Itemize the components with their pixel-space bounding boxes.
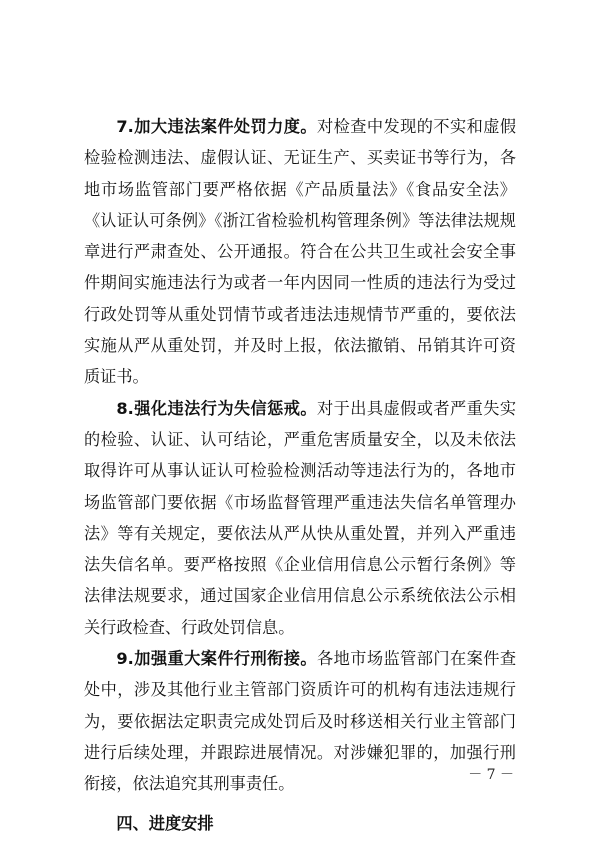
paragraph-7 bbox=[84, 111, 516, 393]
paragraph-7-text: 对检查中发现的不实和虚假检验检测违法、虚假认证、无证生产、买卖证书等行为，各地市场监管部门要严格依据《产品质量法》《食品安全法》《认证认可条例》《浙江省检验机构管理条例》等法律法规规章进行严肃查处、公开通报。符合在公共卫生或社会安全事件期间实施违法行为或者一年内因同一性质的违法行为受过行政处罚等从重处罚情节或者违法违规情节严重的，要依法实施从严从重处罚，并及时上报，依法撤销、吊销其许可资质证书。 bbox=[84, 117, 517, 387]
paragraph-8 bbox=[84, 393, 516, 643]
paragraph-9 bbox=[84, 643, 516, 799]
paragraph-8-text: 对于出具虚假或者严重失实的检验、认证、认可结论，严重危害质量安全，以及未依法取得许可从事认证认可检验检测活动等违法行为的，各地市场监管部门要依据《市场监督管理严重违法失信名单管理办法》等有关规定，要依法从严从快从重处置，并列入严重违法失信名单。要严格按照《企业信用信息公示暂行条例》等法律法规要求，通过国家企业信用信息公示系统依法公示相关行政检查、行政处罚信息。 bbox=[84, 398, 517, 637]
document-body bbox=[84, 111, 516, 839]
page-number: － 7 － bbox=[468, 767, 514, 783]
paragraph-9-text: 各地市场监管部门在案件查处中，涉及其他行业主管部门资质许可的机构有违法违规行为，要依据法定职责完成处罚后及时移送相关行业主管部门进行后续处理，并跟踪进展情况。对涉嫌犯罪的，加强行刑衔接，依法追究其刑事责任。 bbox=[84, 649, 517, 794]
paragraph-8-heading: 8.强化违法行为失信惩戒。 bbox=[116, 398, 318, 418]
section-heading: 四、进度安排 bbox=[116, 813, 214, 833]
paragraph-9-heading: 9.加强重大案件行刑衔接。 bbox=[116, 649, 318, 669]
paragraph-7-heading: 7.加大违法案件处罚力度。 bbox=[116, 117, 318, 136]
